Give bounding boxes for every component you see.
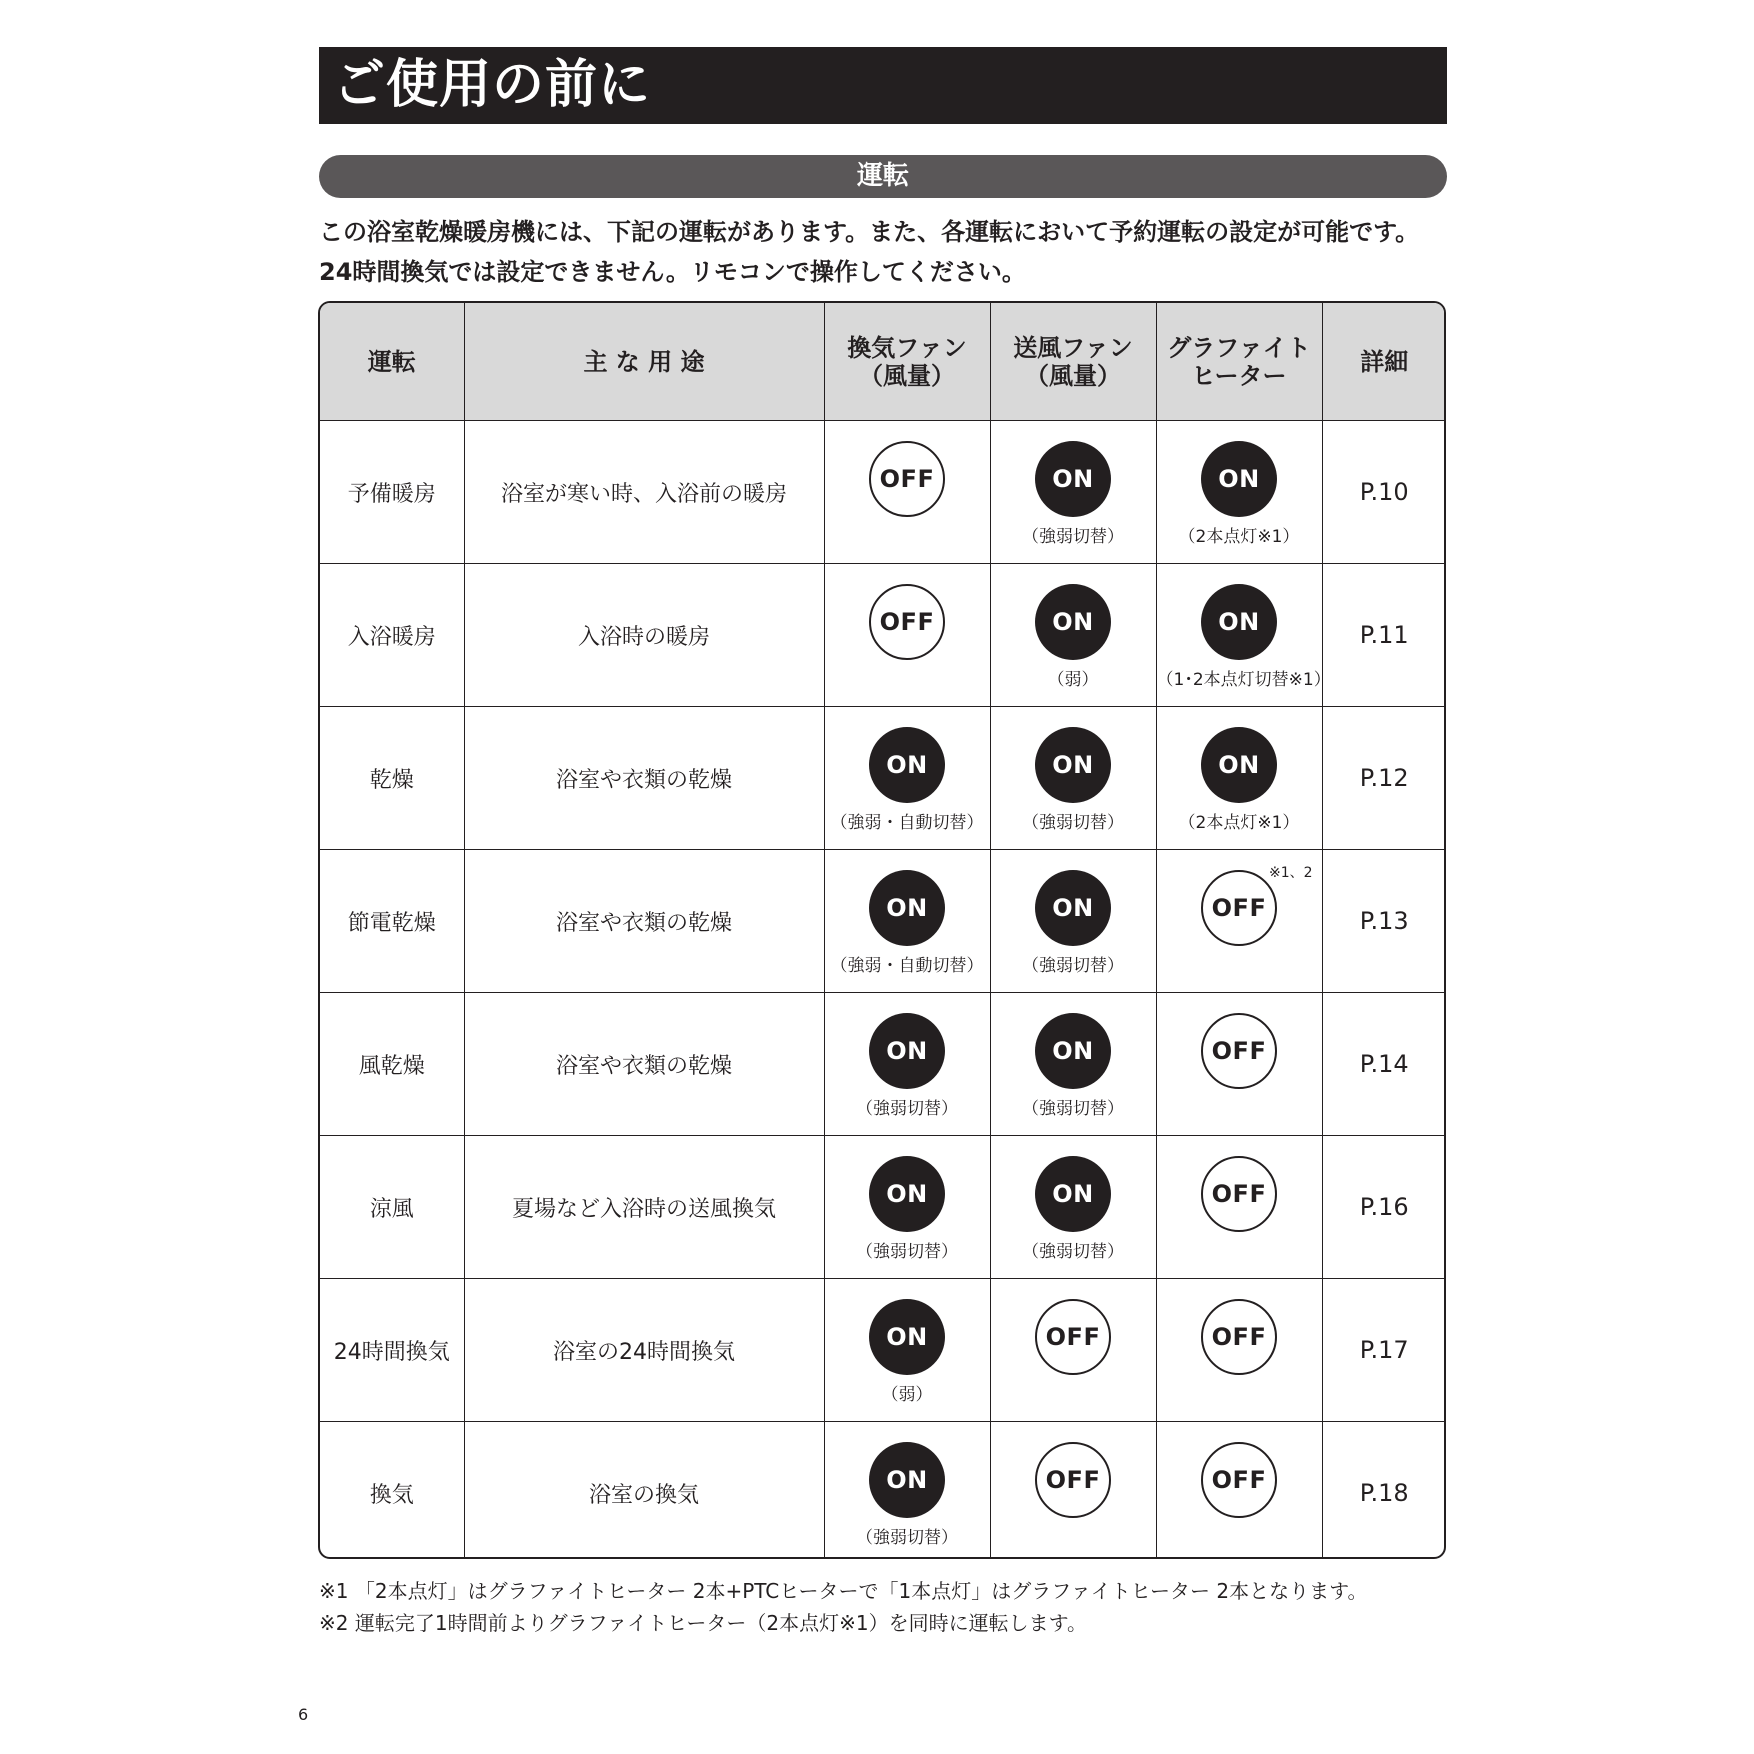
blow-note: （強弱切替） xyxy=(1022,1242,1124,1262)
header-vent-fan xyxy=(824,303,990,421)
page-number: 6 xyxy=(298,1705,309,1724)
heater-note: （1･2本点灯切替※1） xyxy=(1156,670,1331,690)
blow-badge-wrap xyxy=(1035,1013,1111,1089)
header-usage: 主 な 用 途 xyxy=(464,303,824,421)
vent-cell xyxy=(824,1279,990,1422)
detail-page-ref: P.14 xyxy=(1322,993,1446,1136)
vent-badge-wrap xyxy=(869,1299,945,1375)
detail-page-ref: P.16 xyxy=(1322,1136,1446,1279)
blow-state-badge: ON xyxy=(1035,441,1111,517)
mode-usage: 浴室や衣類の乾燥 xyxy=(464,850,824,993)
heater-cell xyxy=(1156,850,1322,993)
vent-state-badge: ON xyxy=(869,727,945,803)
blow-badge-wrap xyxy=(1035,870,1111,946)
mode-usage: 浴室の換気 xyxy=(464,1422,824,1560)
header-heater xyxy=(1156,303,1322,421)
vent-badge-wrap xyxy=(869,1156,945,1232)
blow-badge-wrap xyxy=(1035,1156,1111,1232)
vent-state-badge: ON xyxy=(869,1013,945,1089)
table-body xyxy=(320,421,1446,1560)
vent-note: （強弱・自動切替） xyxy=(830,813,984,833)
blow-state-badge: ON xyxy=(1035,1156,1111,1232)
vent-cell xyxy=(824,421,990,564)
mode-usage: 浴室の24時間換気 xyxy=(464,1279,824,1422)
footnote-1: ※1 「2本点灯」はグラファイトヒーター 2本+PTCヒーターで「1本点灯」はグラファイトヒーター 2本となります。 xyxy=(319,1579,1368,1603)
heater-badge-wrap xyxy=(1201,1442,1277,1518)
mode-name: 換気 xyxy=(320,1422,464,1560)
vent-state-badge: ON xyxy=(869,870,945,946)
blow-badge-wrap xyxy=(1035,727,1111,803)
vent-badge-wrap xyxy=(869,441,945,517)
vent-state-badge: ON xyxy=(869,1442,945,1518)
header-vent-fan-line1: 換気ファン xyxy=(847,333,967,362)
heater-note: （2本点灯※1） xyxy=(1178,813,1300,833)
mode-usage: 浴室や衣類の乾燥 xyxy=(464,993,824,1136)
blow-cell xyxy=(990,707,1156,850)
blow-cell xyxy=(990,850,1156,993)
vent-note: （強弱切替） xyxy=(856,1528,958,1548)
heater-state-badge: ON xyxy=(1201,727,1277,803)
heater-state-badge: OFF xyxy=(1201,870,1277,946)
header-detail: 詳細 xyxy=(1322,303,1446,421)
blow-state-badge: OFF xyxy=(1035,1442,1111,1518)
mode-name: 乾燥 xyxy=(320,707,464,850)
heater-cell xyxy=(1156,1136,1322,1279)
mode-name: 24時間換気 xyxy=(320,1279,464,1422)
table-row xyxy=(320,1422,1446,1560)
header-blow-fan-line2: （風量） xyxy=(1025,361,1121,390)
heater-badge-wrap xyxy=(1201,441,1277,517)
detail-page-ref: P.12 xyxy=(1322,707,1446,850)
vent-state-badge: ON xyxy=(869,1299,945,1375)
blow-cell xyxy=(990,1422,1156,1560)
vent-note: （強弱切替） xyxy=(856,1242,958,1262)
vent-cell xyxy=(824,1136,990,1279)
blow-state-badge: OFF xyxy=(1035,1299,1111,1375)
table-row xyxy=(320,1279,1446,1422)
detail-page-ref: P.11 xyxy=(1322,564,1446,707)
table-row xyxy=(320,564,1446,707)
mode-name: 風乾燥 xyxy=(320,993,464,1136)
mode-name: 入浴暖房 xyxy=(320,564,464,707)
detail-page-ref: P.13 xyxy=(1322,850,1446,993)
blow-badge-wrap xyxy=(1035,584,1111,660)
mode-usage: 浴室が寒い時、入浴前の暖房 xyxy=(464,421,824,564)
table-row xyxy=(320,421,1446,564)
page-title: ご使用の前に xyxy=(319,47,1447,124)
heater-cell xyxy=(1156,421,1322,564)
blow-badge-wrap xyxy=(1035,441,1111,517)
blow-note: （強弱切替） xyxy=(1022,956,1124,976)
vent-note: （強弱切替） xyxy=(856,1099,958,1119)
detail-page-ref: P.17 xyxy=(1322,1279,1446,1422)
heater-badge-wrap xyxy=(1201,727,1277,803)
intro-line-1: この浴室乾燥暖房機には、下記の運転があります。また、各運転において予約運転の設定が可能です。 xyxy=(319,218,1420,246)
heater-state-badge: OFF xyxy=(1201,1013,1277,1089)
vent-cell xyxy=(824,850,990,993)
vent-cell xyxy=(824,1422,990,1560)
mode-usage: 夏場など入浴時の送風換気 xyxy=(464,1136,824,1279)
blow-note: （強弱切替） xyxy=(1022,1099,1124,1119)
blow-state-badge: ON xyxy=(1035,727,1111,803)
blow-cell xyxy=(990,993,1156,1136)
table-row xyxy=(320,850,1446,993)
mode-name: 節電乾燥 xyxy=(320,850,464,993)
vent-cell xyxy=(824,993,990,1136)
vent-badge-wrap xyxy=(869,870,945,946)
heater-state-badge: OFF xyxy=(1201,1156,1277,1232)
detail-page-ref: P.18 xyxy=(1322,1422,1446,1560)
blow-cell xyxy=(990,1279,1156,1422)
heater-note: （2本点灯※1） xyxy=(1178,527,1300,547)
heater-state-badge: ON xyxy=(1201,584,1277,660)
vent-badge-wrap xyxy=(869,584,945,660)
heater-badge-wrap xyxy=(1201,1013,1277,1089)
mode-name: 涼風 xyxy=(320,1136,464,1279)
blow-cell xyxy=(990,421,1156,564)
blow-badge-wrap xyxy=(1035,1299,1111,1375)
heater-cell xyxy=(1156,993,1322,1136)
heater-badge-wrap xyxy=(1201,1156,1277,1232)
blow-badge-wrap xyxy=(1035,1442,1111,1518)
vent-state-badge: ON xyxy=(869,1156,945,1232)
table-row xyxy=(320,993,1446,1136)
blow-note: （弱） xyxy=(1047,670,1099,690)
heater-state-badge: ON xyxy=(1201,441,1277,517)
vent-badge-wrap xyxy=(869,727,945,803)
heater-badge-wrap xyxy=(1201,1299,1277,1375)
section-heading: 運転 xyxy=(319,155,1447,198)
header-blow-fan-line1: 送風ファン xyxy=(1013,333,1133,362)
operation-table-frame xyxy=(318,301,1446,1559)
heater-badge-wrap xyxy=(1201,865,1313,946)
header-mode: 運転 xyxy=(320,303,464,421)
mode-usage: 入浴時の暖房 xyxy=(464,564,824,707)
footnote-2: ※2 運転完了1時間前よりグラファイトヒーター（2本点灯※1）を同時に運転します。 xyxy=(319,1611,1087,1635)
mode-name: 予備暖房 xyxy=(320,421,464,564)
header-vent-fan-line2: （風量） xyxy=(859,361,955,390)
blow-cell xyxy=(990,1136,1156,1279)
table-row xyxy=(320,1136,1446,1279)
heater-corner-note: ※1、2 xyxy=(1269,865,1313,881)
vent-badge-wrap xyxy=(869,1442,945,1518)
heater-state-badge: OFF xyxy=(1201,1299,1277,1375)
detail-page-ref: P.10 xyxy=(1322,421,1446,564)
vent-state-badge: OFF xyxy=(869,441,945,517)
header-heater-line2: ヒーター xyxy=(1191,361,1287,390)
blow-state-badge: ON xyxy=(1035,870,1111,946)
table-row xyxy=(320,707,1446,850)
intro-line-2: 24時間換気では設定できません。リモコンで操作してください。 xyxy=(319,258,1026,286)
blow-state-badge: ON xyxy=(1035,1013,1111,1089)
operation-table xyxy=(320,303,1446,1559)
blow-state-badge: ON xyxy=(1035,584,1111,660)
footnotes xyxy=(319,1575,1459,1639)
table-header-row xyxy=(320,303,1446,421)
vent-note: （強弱・自動切替） xyxy=(830,956,984,976)
header-blow-fan xyxy=(990,303,1156,421)
header-heater-line1: グラファイト xyxy=(1167,333,1311,362)
mode-usage: 浴室や衣類の乾燥 xyxy=(464,707,824,850)
heater-badge-wrap xyxy=(1201,584,1277,660)
heater-cell xyxy=(1156,1279,1322,1422)
vent-cell xyxy=(824,707,990,850)
vent-cell xyxy=(824,564,990,707)
vent-badge-wrap xyxy=(869,1013,945,1089)
vent-note: （弱） xyxy=(881,1385,933,1405)
intro-text xyxy=(319,212,1459,292)
vent-state-badge: OFF xyxy=(869,584,945,660)
blow-cell xyxy=(990,564,1156,707)
heater-cell xyxy=(1156,707,1322,850)
blow-note: （強弱切替） xyxy=(1022,813,1124,833)
heater-cell xyxy=(1156,1422,1322,1560)
heater-cell xyxy=(1156,564,1331,707)
heater-state-badge: OFF xyxy=(1201,1442,1277,1518)
blow-note: （強弱切替） xyxy=(1022,527,1124,547)
